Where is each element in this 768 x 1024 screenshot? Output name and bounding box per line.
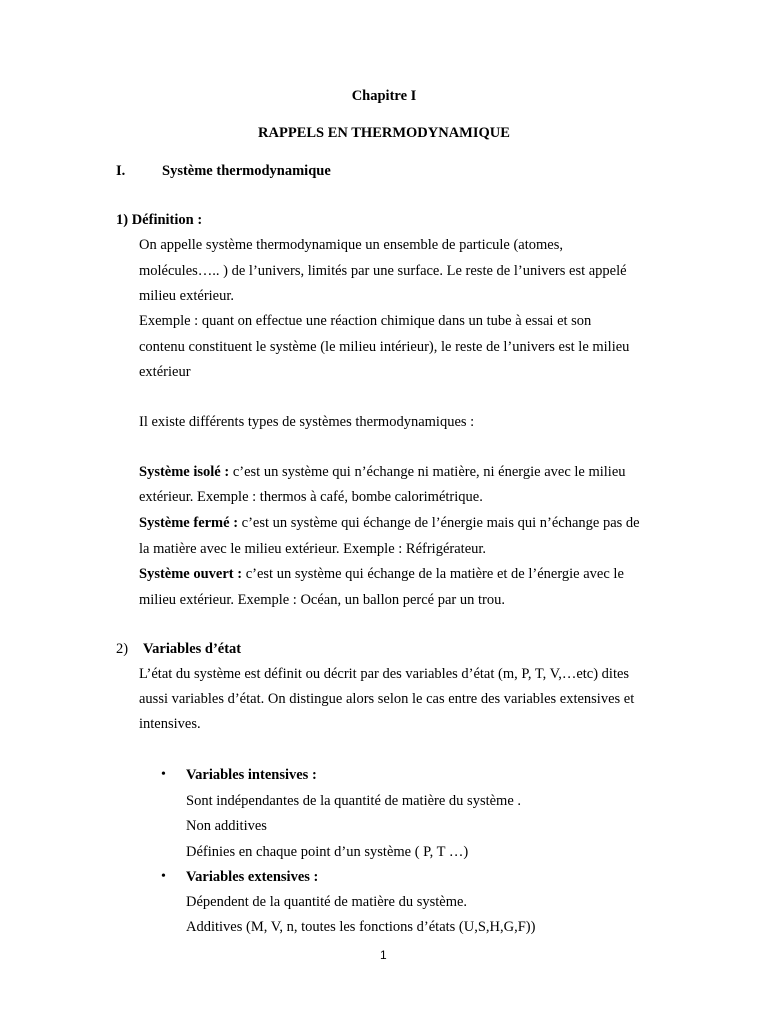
heading-variables-number: 2) [116,641,129,657]
system-type-open: Système ouvert : c’est un système qui échange de la matière et de l’énergie avec le [139,566,624,582]
list-item: Sont indépendantes de la quantité de matière du système . [186,793,522,809]
list-item: Non additives [186,818,267,834]
paragraph-line: intensives. [139,716,201,732]
section-number: I. [116,163,126,179]
bullet-icon: • [161,767,166,782]
paragraph-line: On appelle système thermodynamique un ensemble de particule (atomes, [139,237,563,253]
paragraph-line: milieu extérieur. Exemple : Océan, un ballon percé par un trou. [139,592,505,608]
bullet-title-extensive: Variables extensives : [186,869,319,885]
bullet-title-intensive: Variables intensives : [186,767,317,783]
list-item: Additives (M, V, n, toutes les fonctions d’états (U,S,H,G,F)) [186,919,536,935]
paragraph-line: la matière avec le milieu extérieur. Exemple : Réfrigérateur. [139,541,487,557]
paragraph-line: L’état du système est définit ou décrit par des variables d’état (m, P, T, V,…etc) dites [139,666,630,682]
system-type-isolated: Système isolé : c’est un système qui n’échange ni matière, ni énergie avec le milieu [139,464,626,480]
paragraph-line: Exemple : quant on effectue une réaction chimique dans un tube à essai et son [139,313,592,329]
paragraph-line: extérieur. Exemple : thermos à café, bombe calorimétrique. [139,489,483,505]
system-type-closed: Système fermé : c’est un système qui échange de l’énergie mais qui n’échange pas de [139,515,640,531]
types-intro: Il existe différents types de systèmes thermodynamiques : [139,414,475,430]
paragraph-line: extérieur [139,364,191,380]
paragraph-line: aussi variables d’état. On distingue alors selon le cas entre des variables extensives et [139,691,635,707]
heading-variables-title: Variables d’état [143,641,242,657]
page-number: 1 [380,948,387,962]
chapter-label: Chapitre I [351,88,417,104]
paragraph-line: molécules….. ) de l’univers, limités par une surface. Le reste de l’univers est appelé [139,263,627,279]
bullet-icon: • [161,869,166,884]
chapter-title: RAPPELS EN THERMODYNAMIQUE [258,125,510,141]
heading-definition: 1) Définition : [116,212,203,228]
paragraph-line: milieu extérieur. [139,288,235,304]
section-title: Système thermodynamique [162,163,331,179]
list-item: Dépendent de la quantité de matière du système. [186,894,468,910]
list-item: Définies en chaque point d’un système ( P, T …) [186,844,469,860]
paragraph-line: contenu constituent le système (le milieu intérieur), le reste de l’univers est le milieu [139,339,630,355]
